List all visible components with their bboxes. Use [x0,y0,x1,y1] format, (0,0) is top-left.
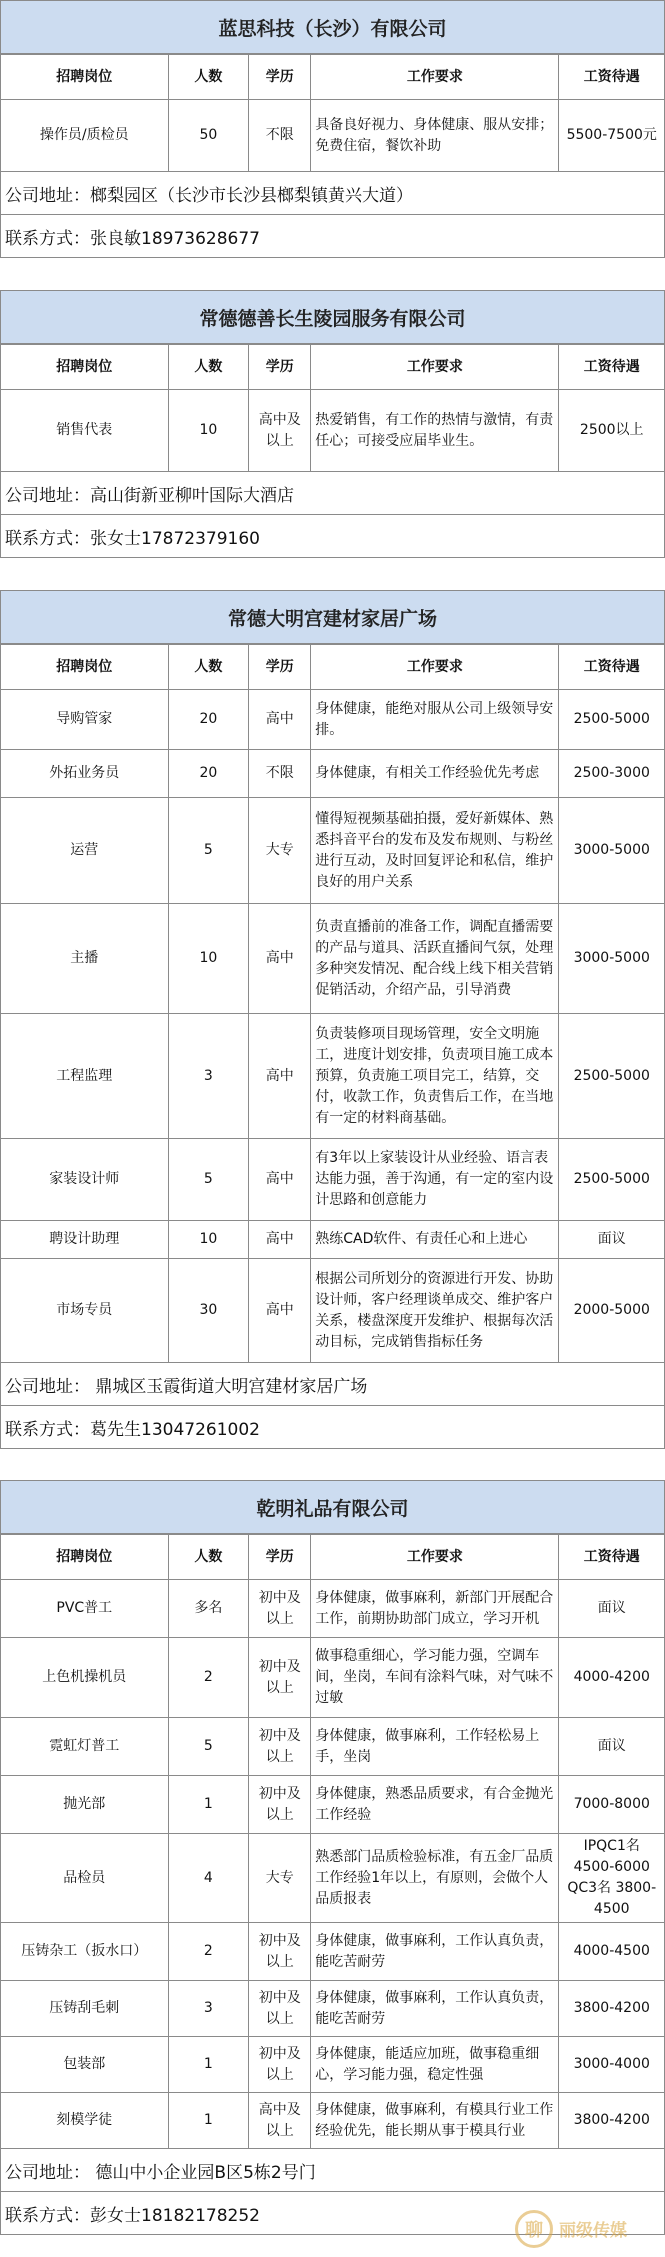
job-count: 1 [168,2037,249,2093]
table-row [1,904,665,1014]
job-position: 聘设计助理 [1,1221,169,1259]
job-position: 霓虹灯普工 [1,1718,169,1776]
header-count: 人数 [168,645,249,690]
header-requirements: 工作要求 [311,55,559,100]
job-salary: IPQC1名 4500-6000 QC3名 3800-4500 [559,1834,665,1923]
job-salary: 5500-7500元 [559,100,665,172]
job-salary: 面议 [559,1580,665,1638]
table-row [1,1718,665,1776]
job-position: 市场专员 [1,1259,169,1363]
table-row [1,100,665,172]
job-count: 10 [168,904,249,1014]
job-position: 刻模学徒 [1,2093,169,2149]
job-count: 4 [168,1834,249,1923]
header-education: 学历 [249,55,311,100]
job-position: PVC普工 [1,1580,169,1638]
job-requirements: 身体健康，做事麻利，工作轻松易上手，坐岗 [311,1718,559,1776]
job-education: 高中 [249,904,311,1014]
company-contact: 联系方式：张良敏18973628677 [0,215,665,258]
job-education: 高中及以上 [249,390,311,472]
company-address: 公司地址：高山街新亚柳叶国际大酒店 [0,472,665,515]
header-salary: 工资待遇 [559,645,665,690]
company-address: 公司地址：榔梨园区（长沙市长沙县榔梨镇黄兴大道） [0,172,665,215]
table-row [1,1259,665,1363]
job-education: 不限 [249,750,311,798]
job-table [0,644,665,1363]
table-header-row [1,345,665,390]
job-position: 压铸刮毛刺 [1,1981,169,2037]
job-salary: 3000-4000 [559,2037,665,2093]
header-salary: 工资待遇 [559,55,665,100]
table-row [1,1834,665,1923]
job-requirements: 有3年以上家装设计从业经验、语言表达能力强，善于沟通，有一定的室内设计思路和创意能力 [311,1139,559,1221]
job-salary: 2000-5000 [559,1259,665,1363]
job-count: 50 [168,100,249,172]
company-section [0,590,665,1449]
job-position: 品检员 [1,1834,169,1923]
table-header-row [1,1535,665,1580]
job-salary: 2500-5000 [559,1139,665,1221]
job-requirements: 身体健康，有相关工作经验优先考虑 [311,750,559,798]
job-requirements: 热爱销售，有工作的热情与激情，有责任心；可接受应届毕业生。 [311,390,559,472]
job-count: 5 [168,1718,249,1776]
job-position: 家装设计师 [1,1139,169,1221]
table-header-row [1,645,665,690]
company-address: 公司地址： 鼎城区玉霞街道大明宫建材家居广场 [0,1363,665,1406]
job-education: 初中及以上 [249,1923,311,1981]
watermark-text: 丽级传媒 [559,2221,627,2241]
company-contact: 联系方式：张女士17872379160 [0,515,665,558]
header-requirements: 工作要求 [311,645,559,690]
job-education: 大专 [249,798,311,904]
job-education: 初中及以上 [249,1981,311,2037]
job-education: 高中 [249,690,311,750]
job-salary: 4000-4200 [559,1638,665,1718]
company-contact: 联系方式：葛先生13047261002 [0,1406,665,1449]
job-salary: 面议 [559,1718,665,1776]
table-row [1,798,665,904]
job-count: 10 [168,390,249,472]
job-salary: 2500-5000 [559,1014,665,1139]
table-row [1,1139,665,1221]
job-requirements: 身体健康，做事麻利，有模具行业工作经验优先，能长期从事于模具行业 [311,2093,559,2149]
job-position: 工程监理 [1,1014,169,1139]
job-position: 压铸杂工（扳水口） [1,1923,169,1981]
job-position: 主播 [1,904,169,1014]
company-title: 乾明礼品有限公司 [0,1480,665,1534]
table-row [1,1221,665,1259]
job-count: 5 [168,798,249,904]
job-salary: 7000-8000 [559,1776,665,1834]
company-title: 常德德善长生陵园服务有限公司 [0,290,665,344]
job-education: 不限 [249,100,311,172]
header-requirements: 工作要求 [311,345,559,390]
job-requirements: 具备良好视力、身体健康、服从安排；免费住宿，餐饮补助 [311,100,559,172]
job-salary: 2500-5000 [559,690,665,750]
table-row [1,1014,665,1139]
table-row [1,690,665,750]
job-education: 初中及以上 [249,1638,311,1718]
job-count: 5 [168,1139,249,1221]
job-education: 初中及以上 [249,1580,311,1638]
job-count: 多名 [168,1580,249,1638]
job-salary: 4000-4500 [559,1923,665,1981]
job-education: 高中 [249,1139,311,1221]
job-requirements: 根据公司所划分的资源进行开发、协助设计师，客户经理谈单成交、维护客户关系，楼盘深度开发维护、根据每次活动目标，完成销售指标任务 [311,1259,559,1363]
job-requirements: 负责直播前的准备工作，调配直播需要的产品与道具、活跃直播间气氛，处理多种突发情况、配合线上线下相关营销促销活动，介绍产品，引导消费 [311,904,559,1014]
job-position: 抛光部 [1,1776,169,1834]
watermark-mark-icon: 聊 [515,2210,553,2248]
job-salary: 2500以上 [559,390,665,472]
job-position: 操作员/质检员 [1,100,169,172]
company-section [0,0,665,258]
table-row [1,1638,665,1718]
header-count: 人数 [168,55,249,100]
table-row [1,2037,665,2093]
company-title: 常德大明宫建材家居广场 [0,590,665,644]
watermark-logo [515,2200,665,2257]
job-position: 上色机操机员 [1,1638,169,1718]
job-position: 运营 [1,798,169,904]
table-row [1,1776,665,1834]
job-education: 高中 [249,1259,311,1363]
job-table [0,54,665,172]
job-education: 初中及以上 [249,1776,311,1834]
job-position: 销售代表 [1,390,169,472]
header-position: 招聘岗位 [1,345,169,390]
company-section [0,290,665,558]
job-requirements: 熟悉部门品质检验标准，有五金厂品质工作经验1年以上，有原则，会做个人品质报表 [311,1834,559,1923]
table-row [1,1981,665,2037]
job-table [0,344,665,472]
job-requirements: 身体健康，做事麻利，新部门开展配合工作，前期协助部门成立，学习开机 [311,1580,559,1638]
job-count: 3 [168,1014,249,1139]
job-position: 包装部 [1,2037,169,2093]
header-education: 学历 [249,345,311,390]
table-row [1,390,665,472]
job-education: 高中 [249,1014,311,1139]
job-count: 20 [168,750,249,798]
job-count: 1 [168,1776,249,1834]
company-section [0,1480,665,2235]
table-header-row [1,55,665,100]
job-count: 2 [168,1923,249,1981]
header-education: 学历 [249,1535,311,1580]
table-row [1,1923,665,1981]
job-education: 高中及以上 [249,2093,311,2149]
job-requirements: 做事稳重细心，学习能力强，空调车间，坐岗，车间有涂料气味，对气味不过敏 [311,1638,559,1718]
job-salary: 3000-5000 [559,798,665,904]
job-count: 3 [168,1981,249,2037]
company-title: 蓝思科技（长沙）有限公司 [0,0,665,54]
table-row [1,1580,665,1638]
job-education: 初中及以上 [249,2037,311,2093]
job-education: 高中 [249,1221,311,1259]
header-salary: 工资待遇 [559,345,665,390]
job-count: 20 [168,690,249,750]
job-requirements: 负责装修项目现场管理，安全文明施工，进度计划安排，负责项目施工成本预算，负责施工项目完工，结算，交付，收款工作，负责售后工作，在当地有一定的材料商基础。 [311,1014,559,1139]
job-requirements: 身体健康，能绝对服从公司上级领导安排。 [311,690,559,750]
company-contact: 联系方式：彭女士18182178252 [0,2192,665,2235]
job-salary: 2500-3000 [559,750,665,798]
header-requirements: 工作要求 [311,1535,559,1580]
job-requirements: 身体健康，做事麻利，工作认真负责，能吃苦耐劳 [311,1923,559,1981]
job-requirements: 身体健康，熟悉品质要求，有合金抛光工作经验 [311,1776,559,1834]
header-education: 学历 [249,645,311,690]
job-count: 1 [168,2093,249,2149]
job-position: 外拓业务员 [1,750,169,798]
job-table [0,1534,665,2149]
job-salary: 3800-4200 [559,1981,665,2037]
job-position: 导购管家 [1,690,169,750]
job-education: 初中及以上 [249,1718,311,1776]
job-salary: 3000-5000 [559,904,665,1014]
table-row [1,750,665,798]
header-position: 招聘岗位 [1,55,169,100]
job-requirements: 懂得短视频基础拍摄，爱好新媒体、熟悉抖音平台的发布及发布规则、与粉丝进行互动，及时回复评论和私信，维护良好的用户关系 [311,798,559,904]
job-requirements: 熟练CAD软件、有责任心和上进心 [311,1221,559,1259]
job-count: 2 [168,1638,249,1718]
job-education: 大专 [249,1834,311,1923]
header-count: 人数 [168,1535,249,1580]
job-count: 10 [168,1221,249,1259]
table-row [1,2093,665,2149]
job-salary: 3800-4200 [559,2093,665,2149]
header-position: 招聘岗位 [1,1535,169,1580]
company-address: 公司地址： 德山中小企业园B区5栋2号门 [0,2149,665,2192]
header-salary: 工资待遇 [559,1535,665,1580]
job-count: 30 [168,1259,249,1363]
job-salary: 面议 [559,1221,665,1259]
job-requirements: 身体健康，做事麻利，工作认真负责，能吃苦耐劳 [311,1981,559,2037]
header-count: 人数 [168,345,249,390]
header-position: 招聘岗位 [1,645,169,690]
job-requirements: 身体健康，能适应加班，做事稳重细心，学习能力强，稳定性强 [311,2037,559,2093]
